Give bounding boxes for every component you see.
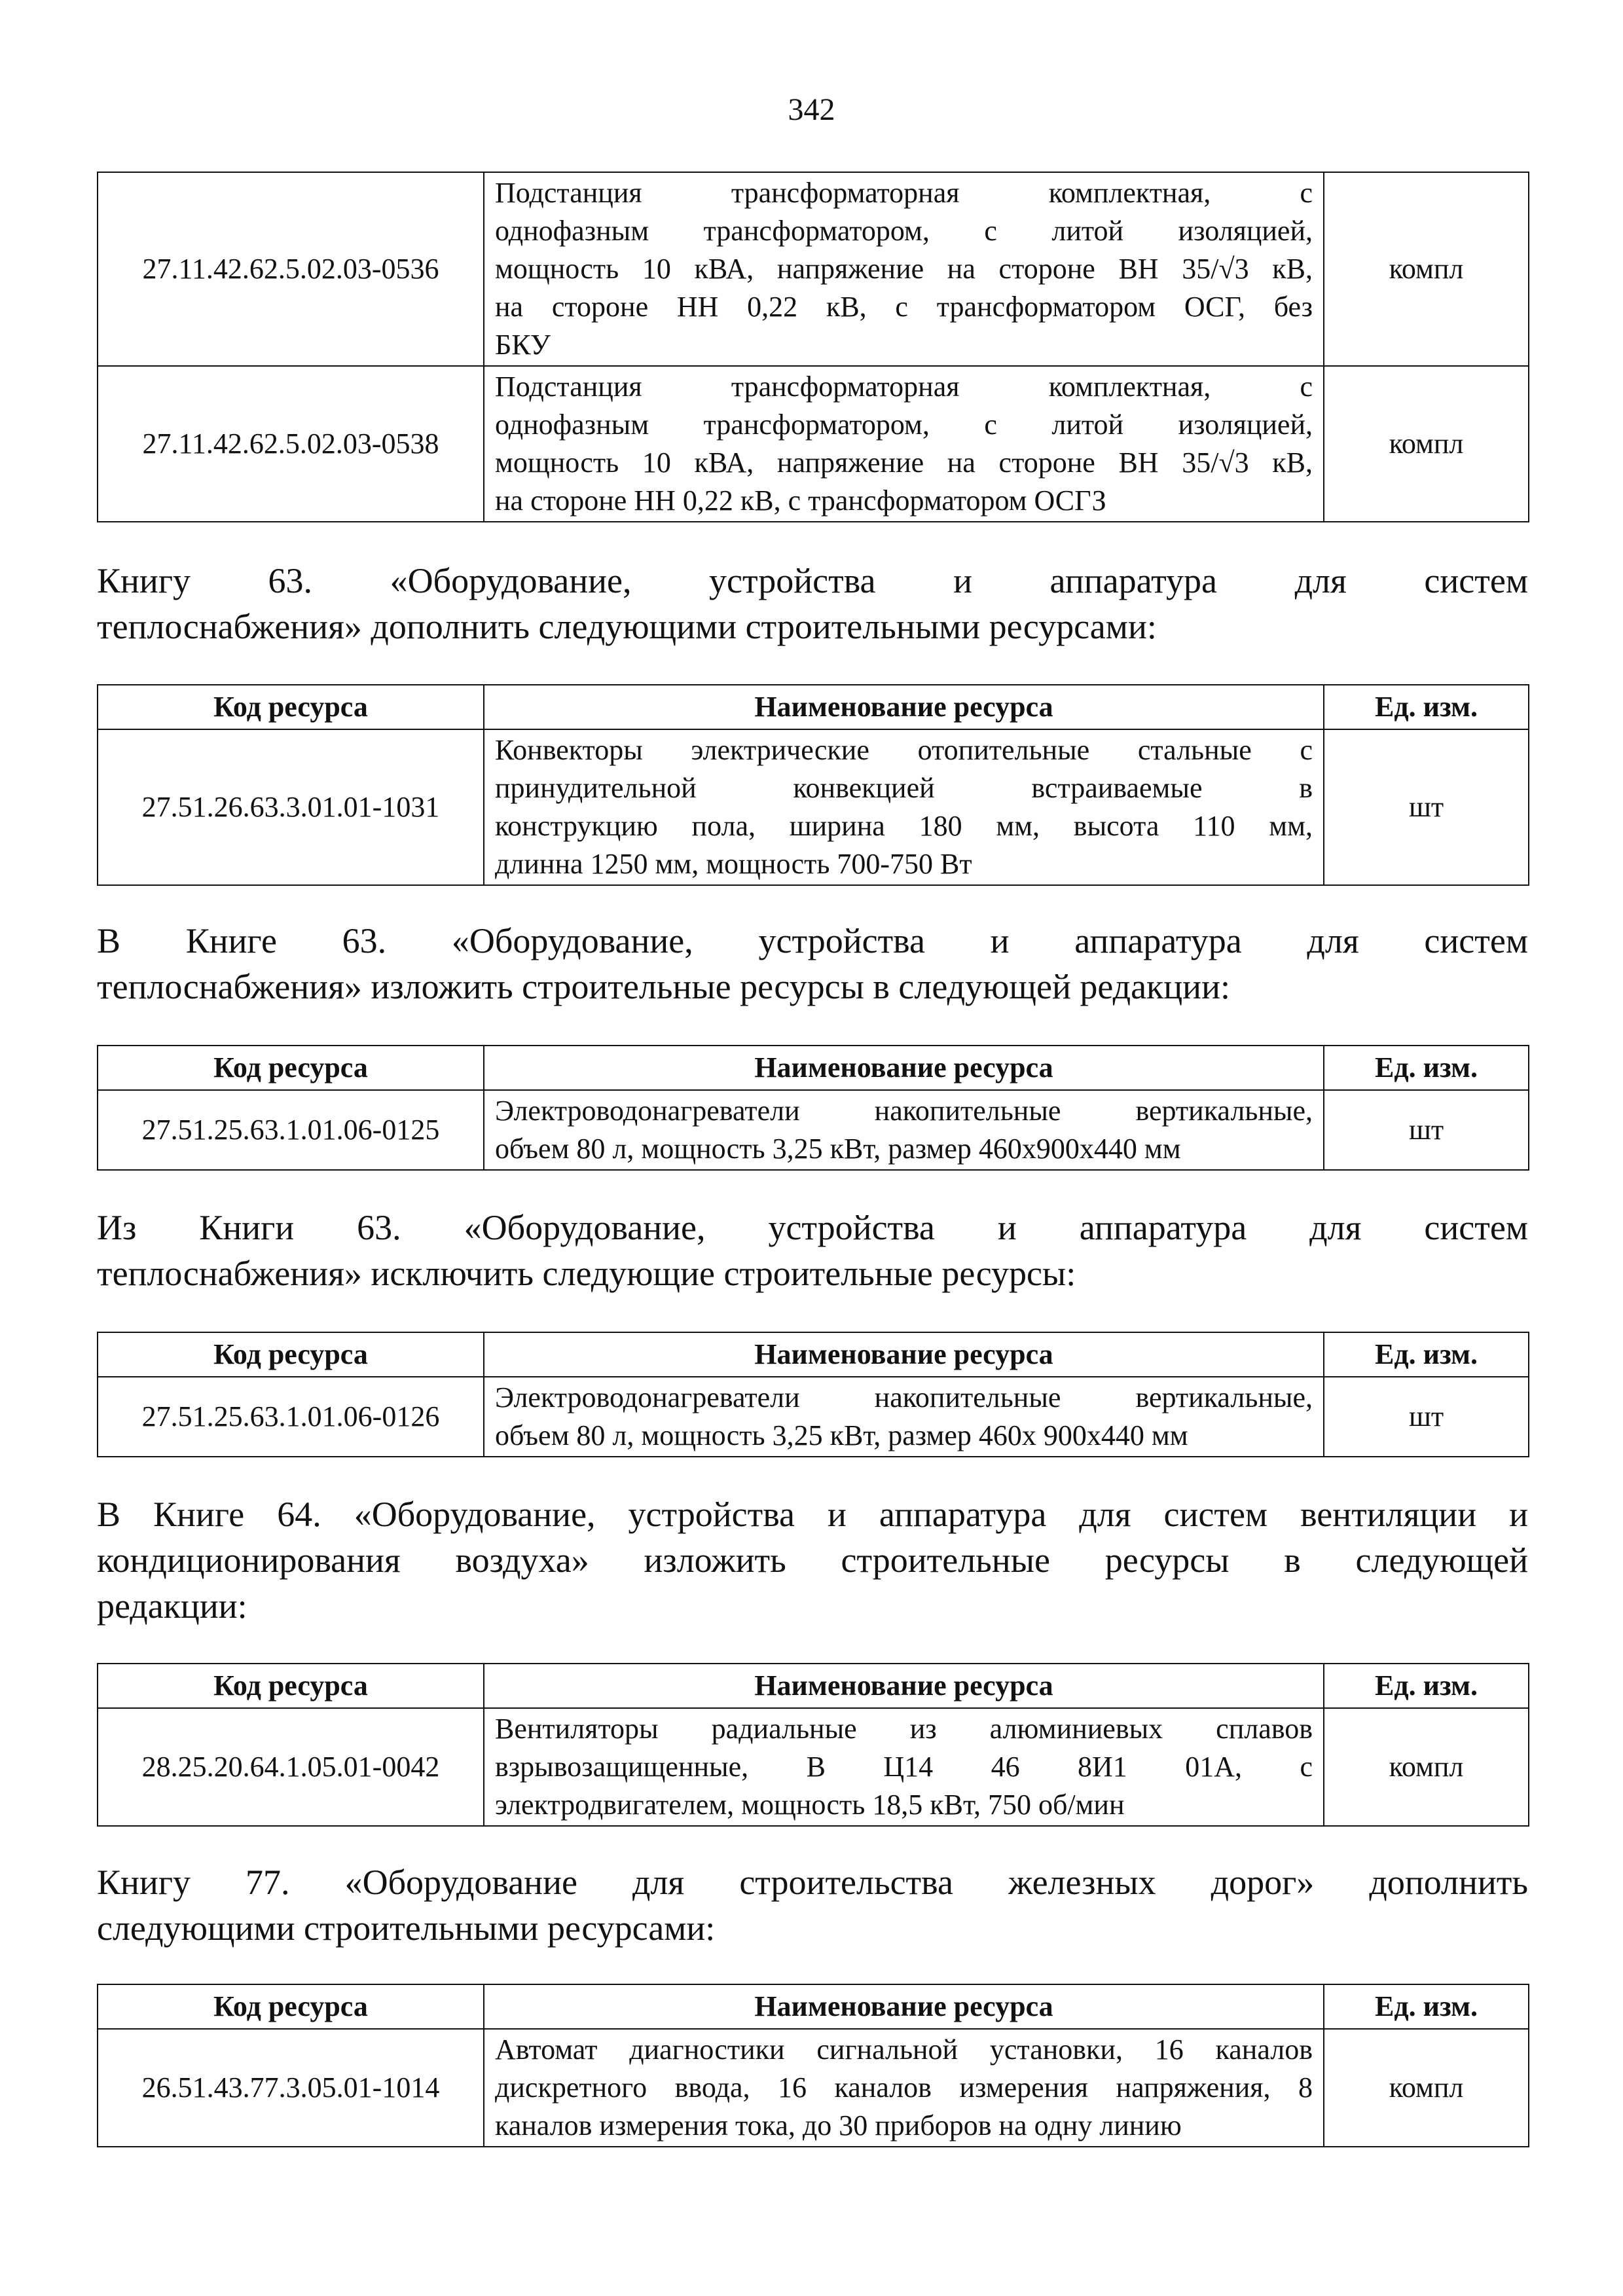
header-unit: Ед. изм. xyxy=(1324,685,1529,729)
table-substations xyxy=(97,172,1528,522)
table-row xyxy=(98,2029,1529,2147)
table-diagnostics xyxy=(97,1984,1528,2147)
table-row xyxy=(98,1708,1529,1826)
resource-name: Вентиляторы радиальные из алюминиевых сплавов взрывозащищенные, В Ц14 46 8И1 01А, с электродвигателем, мощность 18,5 кВт, 750 об/мин xyxy=(484,1708,1324,1826)
table-header-row xyxy=(98,1046,1529,1090)
resource-name: Подстанция трансформаторная комплектная, с однофазным трансформатором, с литой изоляцией, мощность 10 кВА, напряжение на стороне ВН 35/√3 кВ, на стороне НН 0,22 кВ, с трансформатором ОСГЗ xyxy=(484,366,1324,522)
header-name: Наименование ресурса xyxy=(484,1984,1324,2029)
table-row xyxy=(98,366,1529,522)
header-code: Код ресурса xyxy=(98,1332,484,1377)
table-water-heaters-exclude xyxy=(97,1332,1528,1457)
table-header-row xyxy=(98,685,1529,729)
resource-unit: компл xyxy=(1324,2029,1529,2147)
paragraph-add-book-77: Книгу 77. «Оборудование для строительства железных дорог» дополнить следующими строительными ресурсами: xyxy=(97,1863,1528,1948)
header-name: Наименование ресурса xyxy=(484,1664,1324,1708)
table-row xyxy=(98,1377,1529,1457)
resource-unit: компл xyxy=(1324,172,1529,366)
resource-unit: шт xyxy=(1324,1090,1529,1170)
table-fans xyxy=(97,1663,1528,1827)
resource-code: 27.11.42.62.5.02.03-0538 xyxy=(98,366,484,522)
paragraph-edit-book-63: В Книге 63. «Оборудование, устройства и аппаратура для систем теплоснабжения» изложить строительные ресурсы в следующей редакции: xyxy=(97,921,1528,1006)
table-row xyxy=(98,729,1529,885)
table-header-row xyxy=(98,1332,1529,1377)
resource-name: Электроводонагреватели накопительные вертикальные, объем 80 л, мощность 3,25 кВт, размер 460x900x440 мм xyxy=(484,1090,1324,1170)
resource-code: 27.51.25.63.1.01.06-0125 xyxy=(98,1090,484,1170)
resource-name: Подстанция трансформаторная комплектная, с однофазным трансформатором, с литой изоляцией, мощность 10 кВА, напряжение на стороне ВН 35/√3 кВ, на стороне НН 0,22 кВ, с трансформатором ОСГ, без БКУ xyxy=(484,172,1324,366)
resource-code: 27.51.26.63.3.01.01-1031 xyxy=(98,729,484,885)
resource-name: Конвекторы электрические отопительные стальные с принудительной конвекцией встраиваемые в конструкцию пола, ширина 180 мм, высота 110 мм, длинна 1250 мм, мощность 700-750 Вт xyxy=(484,729,1324,885)
table-header-row xyxy=(98,1984,1529,2029)
table-row xyxy=(98,172,1529,366)
resource-unit: шт xyxy=(1324,1377,1529,1457)
header-code: Код ресурса xyxy=(98,1664,484,1708)
paragraph-add-book-63: Книгу 63. «Оборудование, устройства и аппаратура для систем теплоснабжения» дополнить следующими строительными ресурсами: xyxy=(97,561,1528,646)
header-code: Код ресурса xyxy=(98,685,484,729)
resource-unit: компл xyxy=(1324,1708,1529,1826)
resource-code: 27.11.42.62.5.02.03-0536 xyxy=(98,172,484,366)
resource-unit: шт xyxy=(1324,729,1529,885)
header-unit: Ед. изм. xyxy=(1324,1332,1529,1377)
resource-code: 27.51.25.63.1.01.06-0126 xyxy=(98,1377,484,1457)
header-name: Наименование ресурса xyxy=(484,1332,1324,1377)
header-code: Код ресурса xyxy=(98,1984,484,2029)
header-unit: Ед. изм. xyxy=(1324,1984,1529,2029)
paragraph-edit-book-64: В Книге 64. «Оборудование, устройства и аппаратура для систем вентиляции и кондиционирования воздуха» изложить строительные ресурсы в следующей редакции: xyxy=(97,1495,1528,1626)
header-unit: Ед. изм. xyxy=(1324,1046,1529,1090)
table-header-row xyxy=(98,1664,1529,1708)
paragraph-exclude-book-63: Из Книги 63. «Оборудование, устройства и аппаратура для систем теплоснабжения» исключить следующие строительные ресурсы: xyxy=(97,1208,1528,1293)
resource-name: Электроводонагреватели накопительные вертикальные, объем 80 л, мощность 3,25 кВт, размер 460x 900x440 мм xyxy=(484,1377,1324,1457)
resource-unit: компл xyxy=(1324,366,1529,522)
table-convectors xyxy=(97,684,1528,886)
resource-code: 28.25.20.64.1.05.01-0042 xyxy=(98,1708,484,1826)
resource-name: Автомат диагностики сигнальной установки, 16 каналов дискретного ввода, 16 каналов измерения напряжения, 8 каналов измерения тока, до 30 приборов на одну линию xyxy=(484,2029,1324,2147)
header-code: Код ресурса xyxy=(98,1046,484,1090)
page-number: 342 xyxy=(788,92,835,127)
header-name: Наименование ресурса xyxy=(484,685,1324,729)
table-row xyxy=(98,1090,1529,1170)
resource-code: 26.51.43.77.3.05.01-1014 xyxy=(98,2029,484,2147)
header-name: Наименование ресурса xyxy=(484,1046,1324,1090)
table-water-heaters-edit xyxy=(97,1045,1528,1171)
header-unit: Ед. изм. xyxy=(1324,1664,1529,1708)
